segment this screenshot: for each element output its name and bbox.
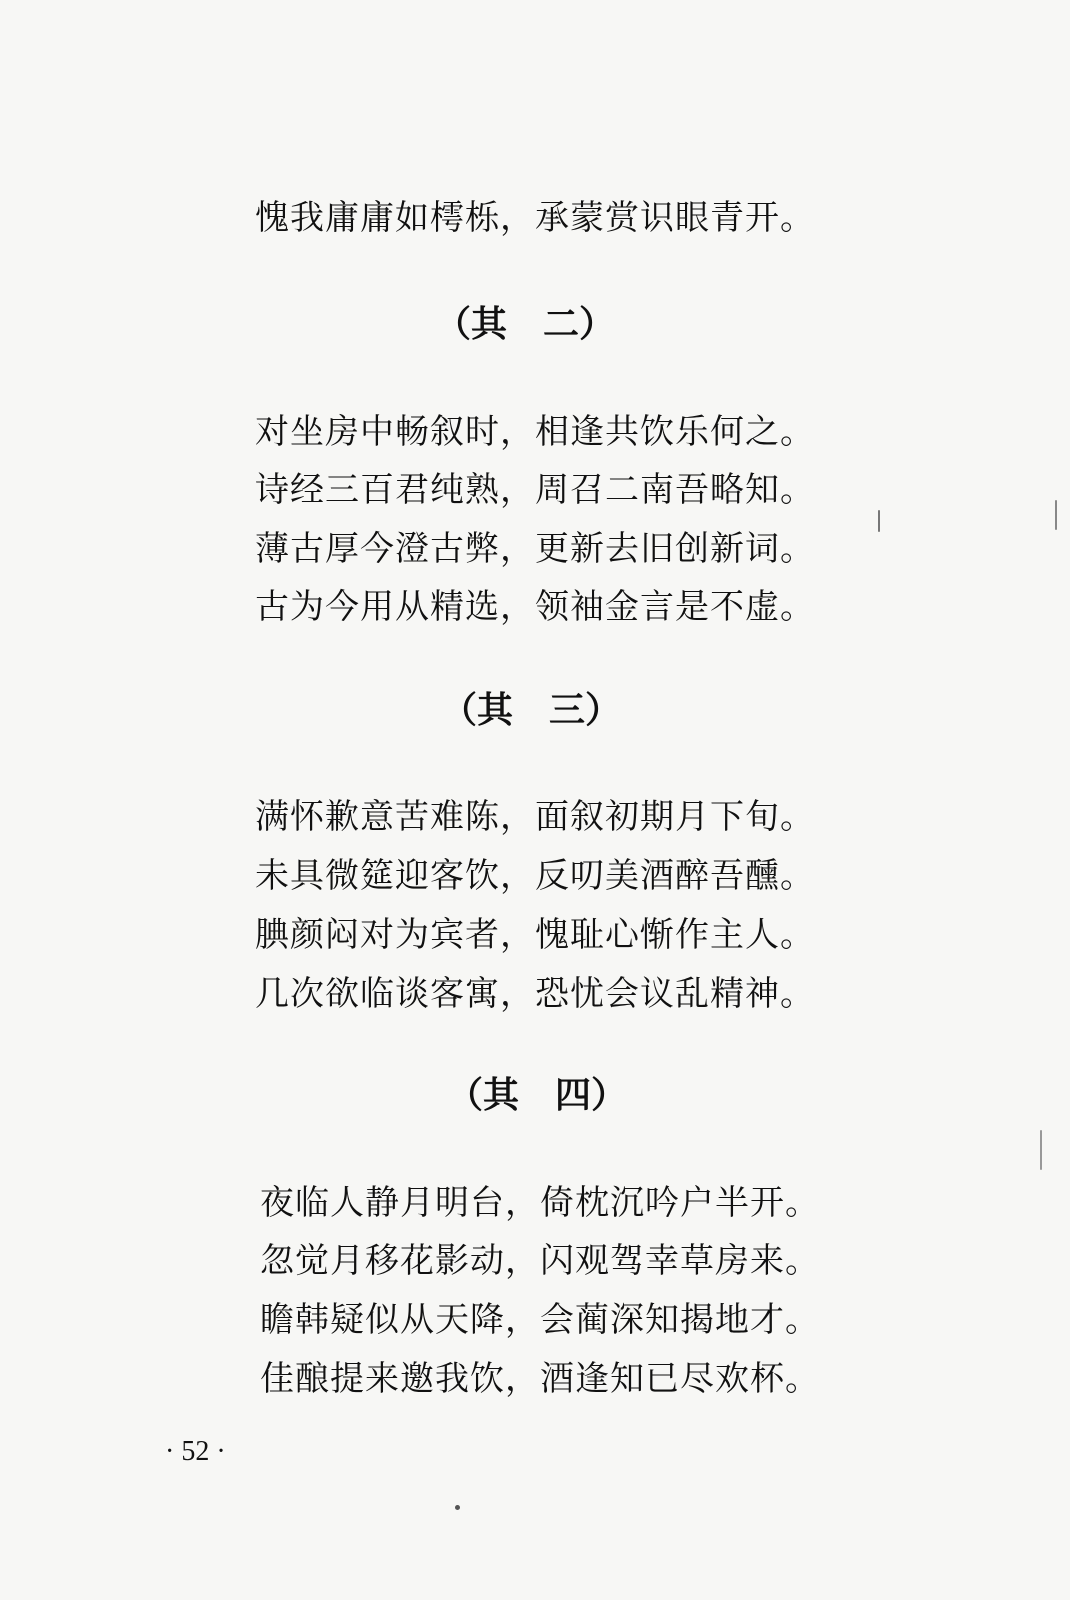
poem-line: 满怀歉意苦难陈，面叙初期月下旬。: [255, 797, 815, 837]
poem-line: 薄古厚今澄古弊，更新去旧创新词。: [255, 529, 815, 569]
scan-mark: [878, 510, 880, 532]
section-heading-4: （其 四）: [446, 1074, 627, 1116]
poem-line: 几次欲临谈客寓，恐忧会议乱精神。: [255, 974, 815, 1014]
section-heading-3: （其 三）: [440, 689, 621, 731]
poem-line: 诗经三百君纯熟，周召二南吾略知。: [255, 470, 815, 510]
scan-mark: [1040, 1130, 1042, 1170]
poem-line: 古为今用从精选，领袖金言是不虚。: [255, 587, 815, 627]
scan-speck: [455, 1505, 460, 1510]
opening-poem-line: 愧我庸庸如樗栎，承蒙赏识眼青开。: [255, 198, 815, 238]
poem-line: 对坐房中畅叙时，相逢共饮乐何之。: [255, 412, 815, 452]
poem-line: 腆颜闷对为宾者，愧耻心惭作主人。: [255, 915, 815, 955]
poem-line: 未具微筵迎客饮，反叨美酒醉吾醺。: [255, 856, 815, 896]
page-number: · 52 ·: [165, 1436, 226, 1467]
poem-line: 忽觉月移花影动，闪观驾幸草房来。: [260, 1241, 820, 1281]
section-heading-2: （其 二）: [434, 303, 615, 345]
scan-mark: [1055, 500, 1057, 530]
poem-line: 夜临人静月明台，倚枕沉吟户半开。: [260, 1183, 820, 1223]
poem-line: 瞻韩疑似从天降，会蔺深知揭地才。: [260, 1300, 820, 1340]
poem-line: 佳酿提来邀我饮，酒逢知已尽欢杯。: [260, 1359, 820, 1399]
